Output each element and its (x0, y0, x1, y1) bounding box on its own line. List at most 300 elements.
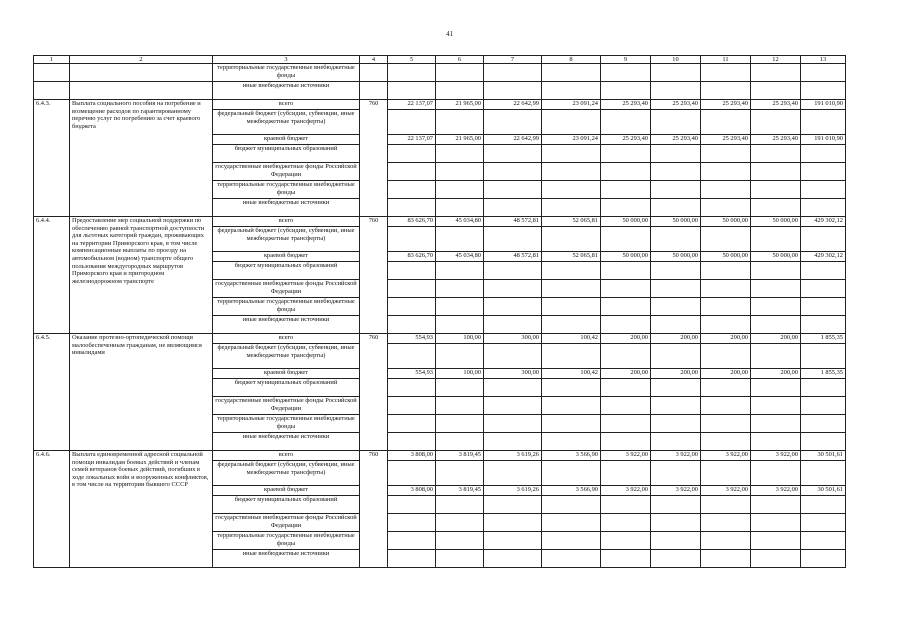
funding-source: всего (213, 451, 360, 461)
value-cell (601, 199, 651, 217)
value-cell (701, 145, 751, 163)
value-cell (436, 181, 484, 199)
funding-source: всего (213, 217, 360, 227)
value-cell (484, 262, 542, 280)
value-cell: 22 137,07 (388, 100, 436, 110)
value-cell (388, 262, 436, 280)
value-cell: 200,00 (651, 369, 701, 379)
value-cell: 50 000,00 (751, 252, 801, 262)
value-cell: 3 922,00 (601, 451, 651, 461)
column-header: 13 (801, 56, 846, 64)
value-cell (701, 227, 751, 252)
value-cell: 1 855,35 (801, 334, 846, 344)
funding-source: краевой бюджет (213, 135, 360, 145)
value-cell: 429 302,12 (801, 252, 846, 262)
value-cell (651, 344, 701, 369)
value-cell: 25 293,40 (601, 135, 651, 145)
value-cell: 3 922,00 (651, 451, 701, 461)
item-code: 6.4.3. (34, 100, 70, 217)
value-cell (388, 181, 436, 199)
value-cell (484, 64, 542, 82)
value-cell (701, 379, 751, 397)
value-cell (751, 298, 801, 316)
value-cell (484, 461, 542, 486)
value-cell (701, 397, 751, 415)
value-cell (388, 532, 436, 550)
value-cell (484, 532, 542, 550)
value-cell (388, 227, 436, 252)
value-cell (651, 316, 701, 334)
value-cell: 100,42 (542, 369, 601, 379)
value-cell (484, 379, 542, 397)
value-cell (651, 82, 701, 100)
value-cell (436, 415, 484, 433)
value-cell: 45 034,80 (436, 252, 484, 262)
value-cell: 50 000,00 (701, 252, 751, 262)
value-cell (484, 163, 542, 181)
value-cell (751, 82, 801, 100)
value-cell (751, 64, 801, 82)
value-cell (436, 379, 484, 397)
value-cell (388, 379, 436, 397)
value-cell (751, 145, 801, 163)
column-header: 7 (484, 56, 542, 64)
value-cell (701, 64, 751, 82)
value-cell (651, 532, 701, 550)
value-cell (801, 550, 846, 568)
column-header: 9 (601, 56, 651, 64)
value-cell (388, 64, 436, 82)
value-cell (801, 397, 846, 415)
column-header: 6 (436, 56, 484, 64)
value-cell (801, 433, 846, 451)
value-cell (651, 550, 701, 568)
value-cell: 200,00 (601, 334, 651, 344)
value-cell (701, 82, 751, 100)
item-code: 6.4.4. (34, 217, 70, 334)
value-cell (751, 496, 801, 514)
value-cell: 25 293,40 (751, 135, 801, 145)
value-cell (651, 379, 701, 397)
source-cell: иные внебюджетные источники (213, 82, 360, 100)
value-cell (542, 163, 601, 181)
value-cell (436, 262, 484, 280)
value-cell (801, 227, 846, 252)
value-cell (601, 110, 651, 135)
value-cell (542, 550, 601, 568)
value-cell: 200,00 (601, 369, 651, 379)
value-cell (601, 82, 651, 100)
value-cell (751, 379, 801, 397)
value-cell (701, 550, 751, 568)
value-cell: 3 922,00 (751, 451, 801, 461)
value-cell (388, 316, 436, 334)
funding-source: территориальные государственные внебюджетные фонды (213, 532, 360, 550)
value-cell (542, 145, 601, 163)
value-cell: 23 091,24 (542, 135, 601, 145)
value-cell: 3 819,45 (436, 486, 484, 496)
value-cell (601, 514, 651, 532)
item-name: Оказание протезно-ортопедической помощи малообеспеченным гражданам, не являющимся инвалидами (70, 334, 213, 451)
value-cell (388, 280, 436, 298)
funding-source: бюджет муниципальных образований (213, 145, 360, 163)
value-cell (601, 298, 651, 316)
value-cell: 50 000,00 (601, 252, 651, 262)
value-cell (601, 496, 651, 514)
value-cell (601, 280, 651, 298)
value-cell: 100,00 (436, 334, 484, 344)
value-cell: 3 922,00 (701, 486, 751, 496)
value-cell: 23 091,24 (542, 100, 601, 110)
value-cell (436, 298, 484, 316)
value-cell: 191 010,90 (801, 135, 846, 145)
value-cell (484, 110, 542, 135)
value-cell (484, 316, 542, 334)
value-cell (388, 550, 436, 568)
value-cell (601, 344, 651, 369)
value-cell: 45 034,80 (436, 217, 484, 227)
value-cell: 3 922,00 (651, 486, 701, 496)
value-cell (801, 280, 846, 298)
value-cell: 3 808,00 (388, 451, 436, 461)
value-cell: 50 000,00 (701, 217, 751, 227)
value-cell (751, 461, 801, 486)
value-cell (542, 262, 601, 280)
column-header: 5 (388, 56, 436, 64)
value-cell (801, 316, 846, 334)
kbk-code: 760 (360, 451, 388, 568)
value-cell: 554,93 (388, 334, 436, 344)
value-cell (701, 316, 751, 334)
table-body (34, 56, 846, 568)
header-row (34, 56, 846, 64)
value-cell (484, 397, 542, 415)
table-row (34, 334, 846, 344)
value-cell: 25 293,40 (651, 100, 701, 110)
value-cell (484, 280, 542, 298)
value-cell (601, 379, 651, 397)
value-cell (542, 316, 601, 334)
value-cell (651, 397, 701, 415)
value-cell (801, 82, 846, 100)
value-cell: 22 137,07 (388, 135, 436, 145)
value-cell (542, 110, 601, 135)
value-cell (542, 82, 601, 100)
value-cell: 25 293,40 (651, 135, 701, 145)
value-cell (436, 110, 484, 135)
value-cell: 100,42 (542, 334, 601, 344)
value-cell (542, 496, 601, 514)
table-row (34, 451, 846, 461)
value-cell (388, 496, 436, 514)
value-cell (751, 163, 801, 181)
value-cell: 50 000,00 (751, 217, 801, 227)
value-cell (801, 344, 846, 369)
value-cell (651, 496, 701, 514)
value-cell (651, 227, 701, 252)
value-cell (651, 298, 701, 316)
value-cell (651, 433, 701, 451)
value-cell (484, 145, 542, 163)
funding-source: государственные внебюджетные фонды Российской Федерации (213, 280, 360, 298)
value-cell: 50 000,00 (651, 252, 701, 262)
value-cell: 22 642,99 (484, 100, 542, 110)
table-row (34, 100, 846, 110)
value-cell: 83 626,70 (388, 217, 436, 227)
value-cell (801, 163, 846, 181)
value-cell (801, 145, 846, 163)
value-cell: 3 922,00 (751, 486, 801, 496)
table-row (34, 82, 846, 100)
value-cell (542, 344, 601, 369)
value-cell (542, 461, 601, 486)
value-cell (542, 415, 601, 433)
value-cell (751, 280, 801, 298)
value-cell: 25 293,40 (751, 100, 801, 110)
value-cell (751, 227, 801, 252)
value-cell (436, 397, 484, 415)
funding-source: иные внебюджетные источники (213, 433, 360, 451)
kbk-code: 760 (360, 100, 388, 217)
value-cell (701, 199, 751, 217)
value-cell (701, 532, 751, 550)
code-cell (34, 82, 70, 100)
value-cell (751, 110, 801, 135)
value-cell (484, 181, 542, 199)
value-cell (601, 262, 651, 280)
value-cell (701, 298, 751, 316)
column-header: 1 (34, 56, 70, 64)
value-cell (484, 298, 542, 316)
funding-source: федеральный бюджет (субсидии, субвенции, иные межбюджетные трансферты) (213, 110, 360, 135)
value-cell (701, 415, 751, 433)
column-header: 11 (701, 56, 751, 64)
value-cell: 300,00 (484, 369, 542, 379)
value-cell (801, 262, 846, 280)
value-cell (601, 145, 651, 163)
value-cell (801, 298, 846, 316)
value-cell (701, 461, 751, 486)
value-cell (542, 227, 601, 252)
column-header: 12 (751, 56, 801, 64)
value-cell: 200,00 (701, 334, 751, 344)
value-cell (601, 397, 651, 415)
value-cell (388, 110, 436, 135)
value-cell (751, 415, 801, 433)
value-cell (651, 64, 701, 82)
value-cell (436, 145, 484, 163)
value-cell: 48 572,81 (484, 252, 542, 262)
value-cell (751, 344, 801, 369)
funding-source: федеральный бюджет (субсидии, субвенции, иные межбюджетные трансферты) (213, 344, 360, 369)
value-cell (651, 145, 701, 163)
column-header: 4 (360, 56, 388, 64)
value-cell: 21 965,00 (436, 100, 484, 110)
value-cell (542, 298, 601, 316)
value-cell (801, 415, 846, 433)
value-cell (484, 433, 542, 451)
value-cell (360, 64, 388, 82)
item-name: Выплата социального пособия на погребение и возмещение расходов по гарантированному перечню услуг по погребению за счет краевого бюджета (70, 100, 213, 217)
value-cell (436, 433, 484, 451)
table-row (34, 217, 846, 227)
value-cell (751, 199, 801, 217)
value-cell: 30 501,61 (801, 451, 846, 461)
value-cell (751, 316, 801, 334)
value-cell (701, 262, 751, 280)
item-name: Предоставление мер социальной поддержки по обеспечению равной транспортной доступности для льготных категорий граждан, проживающих на территории Приморского края, в том числе компенсационные выплаты по проезду на автомобильном (водном) транспорте общего пользования междугородных маршрутов Приморского края и пригородном железнодорожном транспорте (70, 217, 213, 334)
value-cell (436, 496, 484, 514)
value-cell (436, 280, 484, 298)
value-cell (601, 64, 651, 82)
funding-source: бюджет муниципальных образований (213, 379, 360, 397)
value-cell (436, 227, 484, 252)
funding-source: бюджет муниципальных образований (213, 262, 360, 280)
value-cell (801, 110, 846, 135)
value-cell (388, 514, 436, 532)
value-cell (601, 163, 651, 181)
value-cell (484, 550, 542, 568)
value-cell (388, 433, 436, 451)
value-cell (542, 64, 601, 82)
funding-source: всего (213, 100, 360, 110)
value-cell (388, 344, 436, 369)
value-cell (801, 199, 846, 217)
value-cell (484, 344, 542, 369)
budget-table (33, 55, 846, 568)
value-cell: 50 000,00 (651, 217, 701, 227)
column-header: 10 (651, 56, 701, 64)
value-cell (484, 415, 542, 433)
value-cell (751, 532, 801, 550)
value-cell: 25 293,40 (701, 135, 751, 145)
value-cell (436, 199, 484, 217)
value-cell (651, 163, 701, 181)
value-cell: 3 619,26 (484, 486, 542, 496)
value-cell (542, 433, 601, 451)
value-cell: 100,00 (436, 369, 484, 379)
value-cell (701, 496, 751, 514)
name-cell (70, 82, 213, 100)
item-name: Выплата единовременной адресной социальной помощи инвалидам боевых действий и членам семей ветеранов боевых действий, погибших в ходе локальных войн и вооруженных конфликтов, в том числе на территории бывшего СССР (70, 451, 213, 568)
value-cell (436, 550, 484, 568)
value-cell (801, 496, 846, 514)
value-cell (601, 415, 651, 433)
value-cell (436, 514, 484, 532)
value-cell (388, 82, 436, 100)
value-cell (651, 461, 701, 486)
item-code: 6.4.6. (34, 451, 70, 568)
value-cell: 200,00 (701, 369, 751, 379)
value-cell (801, 532, 846, 550)
value-cell (801, 514, 846, 532)
value-cell (542, 199, 601, 217)
value-cell: 3 819,45 (436, 451, 484, 461)
value-cell (388, 199, 436, 217)
value-cell (436, 163, 484, 181)
value-cell (484, 82, 542, 100)
value-cell (542, 379, 601, 397)
value-cell: 52 065,81 (542, 252, 601, 262)
value-cell (801, 379, 846, 397)
value-cell: 22 642,99 (484, 135, 542, 145)
value-cell (601, 181, 651, 199)
value-cell: 429 302,12 (801, 217, 846, 227)
value-cell (801, 64, 846, 82)
value-cell: 25 293,40 (601, 100, 651, 110)
funding-source: всего (213, 334, 360, 344)
value-cell (542, 280, 601, 298)
page-number: 41 (446, 30, 453, 38)
value-cell (801, 461, 846, 486)
funding-source: территориальные государственные внебюджетные фонды (213, 415, 360, 433)
value-cell (388, 298, 436, 316)
value-cell (601, 532, 651, 550)
value-cell (651, 262, 701, 280)
value-cell (388, 163, 436, 181)
value-cell: 200,00 (751, 334, 801, 344)
column-header: 8 (542, 56, 601, 64)
funding-source: государственные внебюджетные фонды Российской Федерации (213, 397, 360, 415)
value-cell (542, 532, 601, 550)
value-cell (701, 163, 751, 181)
value-cell: 1 855,35 (801, 369, 846, 379)
funding-source: государственные внебюджетные фонды Российской Федерации (213, 514, 360, 532)
value-cell (542, 514, 601, 532)
value-cell: 3 808,00 (388, 486, 436, 496)
value-cell: 3 922,00 (701, 451, 751, 461)
value-cell (542, 181, 601, 199)
value-cell: 21 965,00 (436, 135, 484, 145)
value-cell: 200,00 (651, 334, 701, 344)
value-cell (388, 415, 436, 433)
value-cell (601, 227, 651, 252)
funding-source: краевой бюджет (213, 369, 360, 379)
value-cell: 3 566,90 (542, 451, 601, 461)
kbk-code: 760 (360, 334, 388, 451)
value-cell (701, 514, 751, 532)
kbk-code: 760 (360, 217, 388, 334)
funding-source: федеральный бюджет (субсидии, субвенции, иные межбюджетные трансферты) (213, 461, 360, 486)
value-cell (388, 397, 436, 415)
value-cell (484, 227, 542, 252)
value-cell (436, 532, 484, 550)
value-cell (701, 433, 751, 451)
value-cell: 200,00 (751, 369, 801, 379)
value-cell (436, 316, 484, 334)
value-cell: 25 293,40 (701, 100, 751, 110)
funding-source: иные внебюджетные источники (213, 550, 360, 568)
value-cell (601, 461, 651, 486)
funding-source: бюджет муниципальных образований (213, 496, 360, 514)
value-cell: 191 010,90 (801, 100, 846, 110)
value-cell: 3 922,00 (601, 486, 651, 496)
value-cell: 3 566,90 (542, 486, 601, 496)
value-cell (601, 550, 651, 568)
value-cell: 30 501,61 (801, 486, 846, 496)
value-cell (701, 344, 751, 369)
value-cell (751, 262, 801, 280)
value-cell: 52 065,81 (542, 217, 601, 227)
value-cell (801, 181, 846, 199)
funding-source: территориальные государственные внебюджетные фонды (213, 181, 360, 199)
value-cell (542, 397, 601, 415)
value-cell (436, 344, 484, 369)
value-cell (651, 415, 701, 433)
value-cell: 300,00 (484, 334, 542, 344)
value-cell (484, 514, 542, 532)
source-cell: территориальные государственные внебюджетные фонды (213, 64, 360, 82)
